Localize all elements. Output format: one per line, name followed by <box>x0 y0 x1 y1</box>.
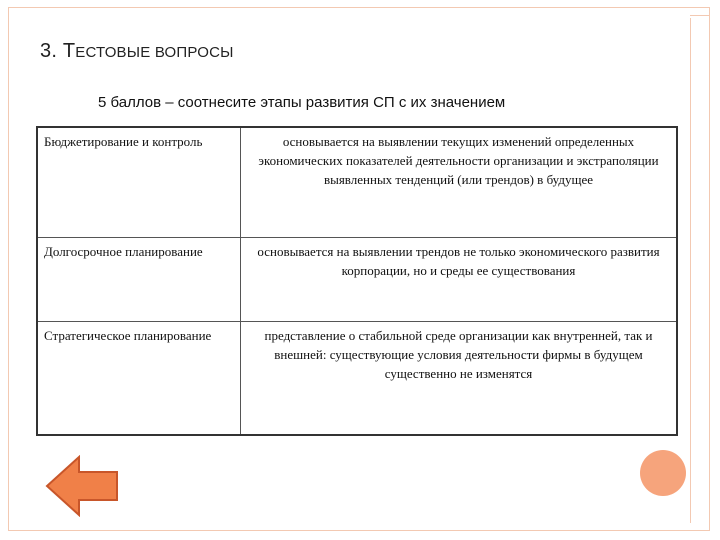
table-row <box>37 127 677 237</box>
slide-subtitle: 5 баллов – соотнесите этапы развития СП с их значением <box>98 94 506 111</box>
title-number: 3. <box>40 40 63 62</box>
title-rest: ЕСТОВЫЕ ВОПРОСЫ <box>75 44 234 61</box>
left-arrow-icon <box>45 455 119 517</box>
stage-cell: Бюджетирование и контроль <box>37 127 241 237</box>
frame-side-line <box>690 18 703 523</box>
meaning-cell: основывается на выявлении текущих изменений определенных экономических показателей деятельности организации и экстраполяции выявленных тенденций (или трендов) в будущее <box>241 127 678 237</box>
matching-table <box>36 126 678 436</box>
meaning-cell: представление о стабильной среде организации как внутренней, так и внешней: существующие условия деятельности фирмы в будущем существенно не изменятся <box>241 321 678 435</box>
circle-icon[interactable] <box>640 450 686 496</box>
stage-cell: Долгосрочное планирование <box>37 237 241 321</box>
meaning-cell: основывается на выявлении трендов не только экономического развития корпорации, но и среды ее существования <box>241 237 678 321</box>
slide-title <box>40 40 234 63</box>
table-row <box>37 321 677 435</box>
back-button[interactable] <box>45 455 119 517</box>
stage-cell: Стратегическое планирование <box>37 321 241 435</box>
title-first-letter: Т <box>62 40 76 62</box>
frame-tick-line <box>690 15 710 16</box>
table-row <box>37 237 677 321</box>
